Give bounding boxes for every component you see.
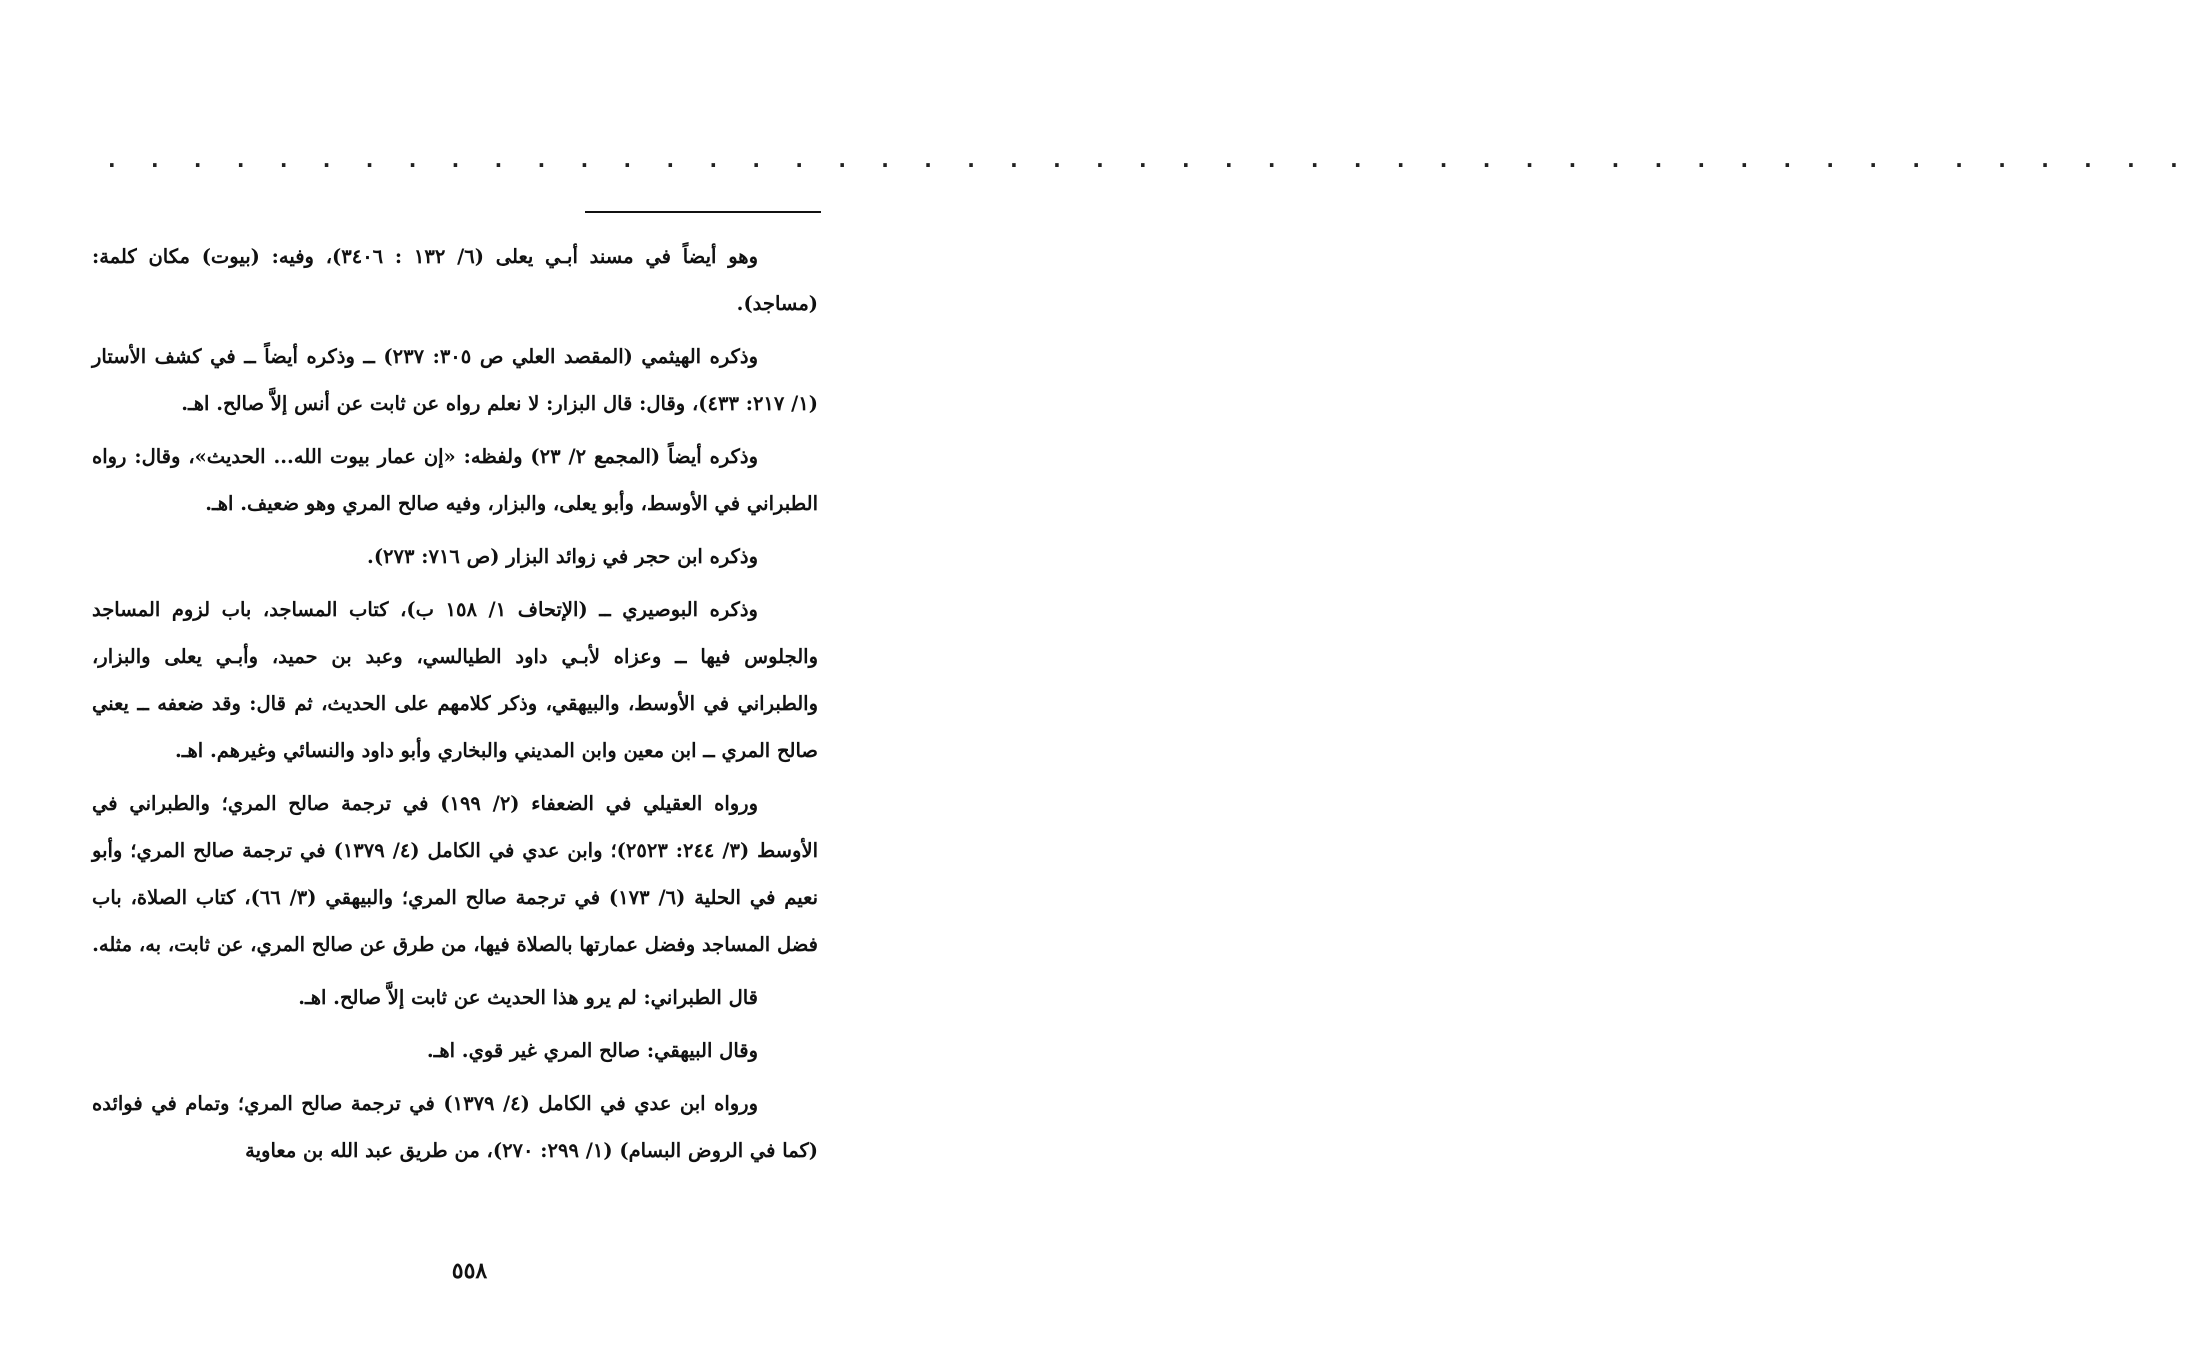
page-number: ٥٥٨ [451,1258,488,1284]
quote-paragraph: قال الطبراني: لم يرو هذا الحديث عن ثابت إلاَّ صالح. اهـ. [298,986,758,1009]
quote-paragraph: وقال البيهقي: صالح المري غير قوي. اهـ. [426,1039,758,1062]
paragraph: ورواه ابن عدي في الكامل (٤/ ١٣٧٩) في ترجمة صالح المري؛ وتمام في فوائده (كما في الروض البسام) (١/ ٢٩٩: ٢٧٠)، من طريق عبد الله بن معاوية [92,1092,818,1162]
footnote-text [92,233,818,1180]
paragraph: وذكره ابن حجر في زوائد البزار (ص ٧١٦: ٢٧٣). [367,545,758,568]
separator-dots: . . . . . . . . . . . . . . . . . . . . . . . . . . . . . . . . . . . . . . . . . . . . . . . . . [108,148,2192,172]
paragraph: ورواه العقيلي في الضعفاء (٢/ ١٩٩) في ترجمة صالح المري؛ والطبراني في الأوسط (٣/ ٢٤٤: ٢٥٢٣)؛ وابن عدي في الكامل (٤/ ١٣٧٩) في ترجمة صالح المري؛ وأبو نعيم في الحلية (٦/ ١٧٣) في ترجمة صالح المري؛ والبيهقي (٣/ ٦٦)، كتاب الصلاة، باب فضل المساجد وفضل عمارتها بالصلاة فيها، من طرق عن صالح المري، عن ثابت، به، مثله. [92,792,818,956]
paragraph: وذكره البوصيري ــ (الإتحاف ١/ ١٥٨ ب)، كتاب المساجد، باب لزوم المساجد والجلوس فيها ــ وعزاه لأبـي داود الطيالسي، وعبد بن حميد، وأبـي يعلى والبزار، والطبراني في الأوسط، والبيهقي، وذكر كلامهم على الحديث، ثم قال: وقد ضعفه ــ يعني صالح المري ــ ابن معين وابن المديني والبخاري وأبو داود والنسائي وغيرهم. اهـ. [92,598,818,762]
paragraph: وذكره أيضاً (المجمع ٢/ ٢٣) ولفظه: «إن عمار بيوت الله... الحديث»، وقال: رواه الطبراني في الأوسط، وأبو يعلى، والبزار، وفيه صالح المري وهو ضعيف. اهـ. [92,445,818,515]
paragraph: وهو أيضاً في مسند أبـي يعلى (٦/ ١٣٢ : ٣٤٠٦)، وفيه: (بيوت) مكان كلمة: (مساجد). [92,245,818,315]
paragraph: وذكره الهيثمي (المقصد العلي ص ٣٠٥: ٢٣٧) ــ وذكره أيضاً ــ في كشف الأستار (١/ ٢١٧: ٤٣٣)، وقال: قال البزار: لا نعلم رواه عن ثابت عن أنس إلاَّ صالح. اهـ. [92,345,818,415]
footnote-rule [585,211,821,213]
